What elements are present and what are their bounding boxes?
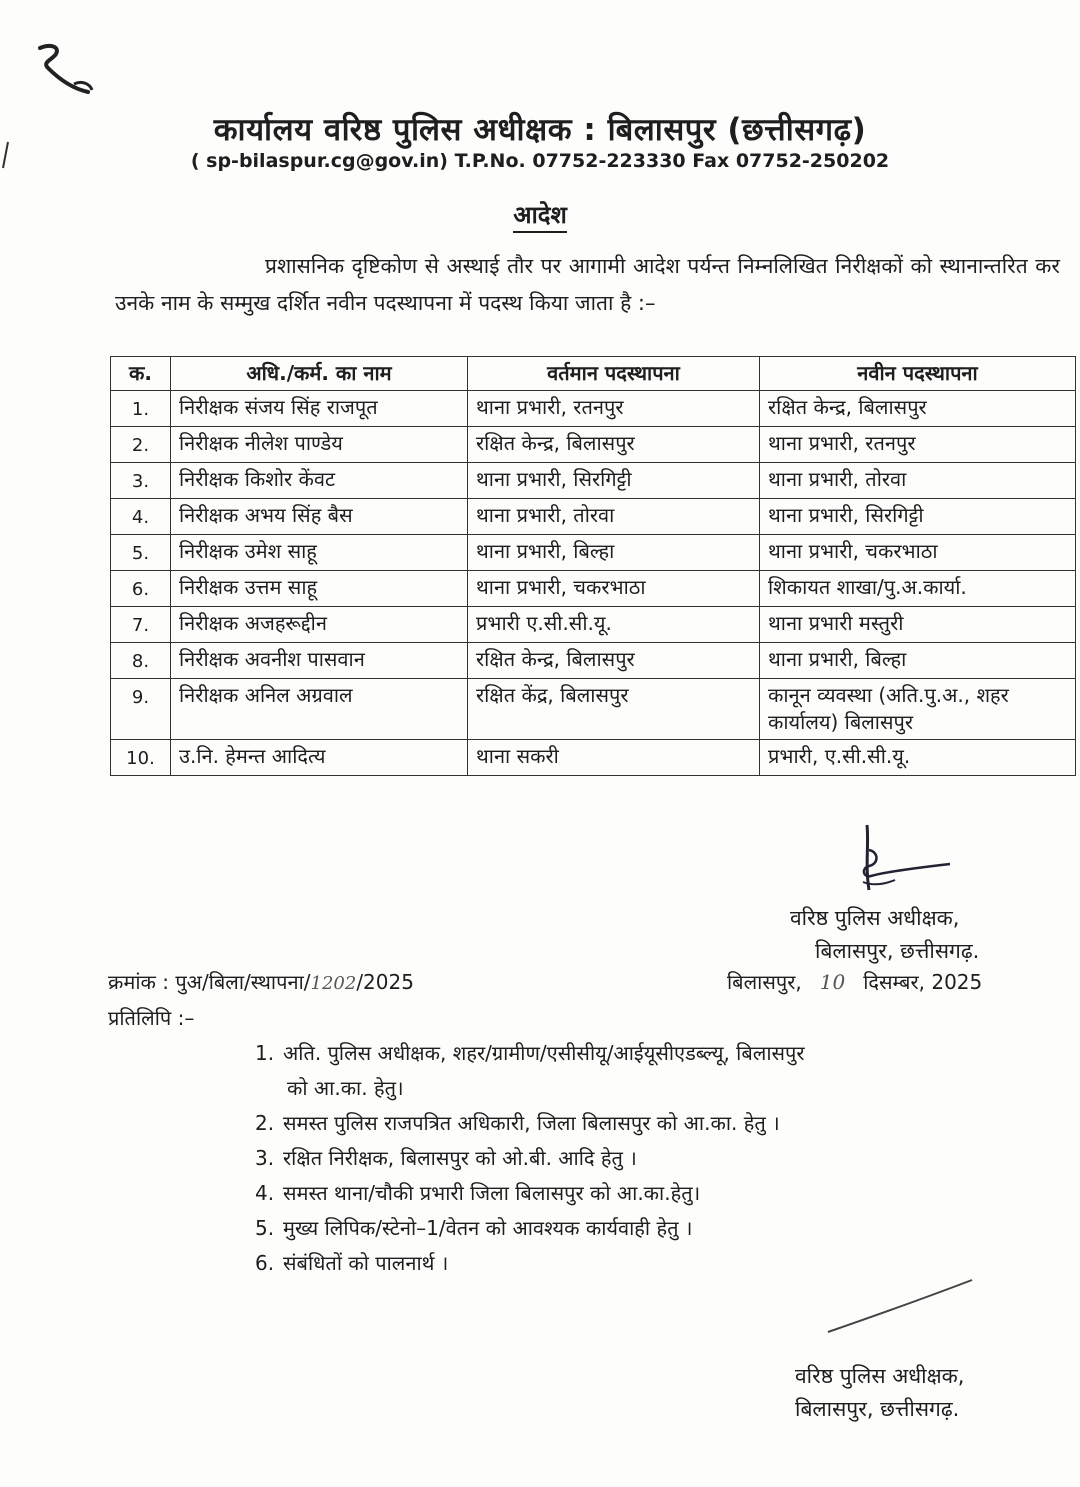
signature-mark xyxy=(845,820,955,910)
table-row xyxy=(111,643,1076,679)
table-row xyxy=(111,535,1076,571)
cell-current: थाना प्रभारी, बिल्हा xyxy=(468,535,760,571)
col-header-sn: क. xyxy=(111,357,171,391)
reference-date xyxy=(727,968,982,995)
cell-name: निरीक्षक अजहरूद्दीन xyxy=(171,607,468,643)
cell-sn: 10. xyxy=(111,740,171,776)
cell-current: थाना प्रभारी, रतनपुर xyxy=(468,391,760,427)
cell-name: निरीक्षक नीलेश पाण्डेय xyxy=(171,427,468,463)
cell-sn: 7. xyxy=(111,607,171,643)
signatory-location: बिलासपुर, छत्तीसगढ़. xyxy=(815,939,980,963)
signatory-top xyxy=(790,902,979,968)
cell-new: शिकायत शाखा/पु.अ.कार्या. xyxy=(760,571,1076,607)
list-item-text: मुख्य लिपिक/स्टेनो–1/वेतन को आवश्यक कार्यवाही हेतु । xyxy=(283,1216,693,1240)
cell-current: थाना प्रभारी, तोरवा xyxy=(468,499,760,535)
table-header-row xyxy=(111,357,1076,391)
cell-new: थाना प्रभारी, चकरभाठा xyxy=(760,535,1076,571)
cell-sn: 5. xyxy=(111,535,171,571)
table-row xyxy=(111,740,1076,776)
cell-current: प्रभारी ए.सी.सी.यू. xyxy=(468,607,760,643)
cell-sn: 2. xyxy=(111,427,171,463)
list-item-text: रक्षित निरीक्षक, बिलासपुर को ओ.बी. आदि हेतु । xyxy=(283,1146,637,1170)
list-item-number: 6. xyxy=(255,1251,275,1275)
cell-sn: 4. xyxy=(111,499,171,535)
date-day: 10 xyxy=(819,970,846,994)
cell-sn: 3. xyxy=(111,463,171,499)
list-item xyxy=(255,1106,1045,1141)
signatory-designation: वरिष्ठ पुलिस अधीक्षक, xyxy=(790,906,960,930)
order-heading-text: आदेश xyxy=(513,201,567,233)
cell-name: निरीक्षक किशोर केंवट xyxy=(171,463,468,499)
table-row xyxy=(111,679,1076,740)
office-title: कार्यालय वरिष्ठ पुलिस अधीक्षक : बिलासपुर (छत्तीसगढ़) xyxy=(213,112,867,148)
col-header-new: नवीन पदस्थापना xyxy=(760,357,1076,391)
handwritten-mark xyxy=(30,40,100,100)
list-item-continuation: को आ.का. हेतु। xyxy=(287,1076,404,1100)
list-item xyxy=(255,1176,1045,1211)
table-row xyxy=(111,391,1076,427)
list-item-text: संबंधितों को पालनार्थ । xyxy=(283,1251,449,1275)
cell-new: कानून व्यवस्था (अति.पु.अ., शहर कार्यालय) बिलासपुर xyxy=(760,679,1076,740)
cell-name: निरीक्षक अनिल अग्रवाल xyxy=(171,679,468,740)
reference-handwritten-number: 1202 xyxy=(310,973,357,994)
cell-name: निरीक्षक अवनीश पासवान xyxy=(171,643,468,679)
cell-current: थाना प्रभारी, चकरभाठा xyxy=(468,571,760,607)
list-item-number: 3. xyxy=(255,1146,275,1170)
table-row xyxy=(111,463,1076,499)
cell-new: थाना प्रभारी मस्तुरी xyxy=(760,607,1076,643)
list-item xyxy=(255,1211,1045,1246)
list-item-number: 2. xyxy=(255,1111,275,1135)
table-row xyxy=(111,571,1076,607)
cell-current: रक्षित केन्द्र, बिलासपुर xyxy=(468,643,760,679)
postings-table xyxy=(110,356,1076,776)
col-header-current: वर्तमान पदस्थापना xyxy=(468,357,760,391)
cell-new: थाना प्रभारी, रतनपुर xyxy=(760,427,1076,463)
signatory-bottom xyxy=(795,1360,964,1426)
list-item-number: 4. xyxy=(255,1181,275,1205)
list-item xyxy=(255,1141,1045,1176)
col-header-name: अधि./कर्म. का नाम xyxy=(171,357,468,391)
order-heading xyxy=(0,198,1080,231)
cell-sn: 6. xyxy=(111,571,171,607)
cell-new: थाना प्रभारी, सिरगिट्टी xyxy=(760,499,1076,535)
reference-number xyxy=(108,968,414,995)
signatory-location: बिलासपुर, छत्तीसगढ़. xyxy=(795,1397,960,1421)
list-item-number: 5. xyxy=(255,1216,275,1240)
cell-new: थाना प्रभारी, तोरवा xyxy=(760,463,1076,499)
signatory-designation: वरिष्ठ पुलिस अधीक्षक, xyxy=(795,1364,965,1388)
cell-new: प्रभारी, ए.सी.सी.यू. xyxy=(760,740,1076,776)
table-row xyxy=(111,499,1076,535)
list-item-number: 1. xyxy=(255,1041,275,1065)
cell-current: रक्षित केंद्र, बिलासपुर xyxy=(468,679,760,740)
cell-name: निरीक्षक उत्तम साहू xyxy=(171,571,468,607)
cell-new: रक्षित केन्द्र, बिलासपुर xyxy=(760,391,1076,427)
cell-sn: 1. xyxy=(111,391,171,427)
cell-current: थाना सकरी xyxy=(468,740,760,776)
date-place: बिलासपुर, xyxy=(727,970,802,994)
reference-year: /2025 xyxy=(356,970,414,994)
reference-prefix: क्रमांक : पुअ/बिला/स्थापना/ xyxy=(108,970,311,994)
cell-sn: 8. xyxy=(111,643,171,679)
cell-name: निरीक्षक संजय सिंह राजपूत xyxy=(171,391,468,427)
list-item-text: अति. पुलिस अधीक्षक, शहर/ग्रामीण/एसीसीयू/आईयूसीएडब्ल्यू, बिलासपुर xyxy=(283,1041,805,1065)
list-item xyxy=(255,1036,1045,1106)
table-row xyxy=(111,427,1076,463)
order-intro: प्रशासनिक दृष्टिकोण से अस्थाई तौर पर आगामी आदेश पर्यन्त निम्नलिखित निरीक्षकों को स्थानान्तरित कर उनके नाम के सम्मुख दर्शित नवीन पदस्थापना में पदस्थ किया जाता है :– xyxy=(115,254,1060,315)
cell-current: थाना प्रभारी, सिरगिट्टी xyxy=(468,463,760,499)
cell-name: निरीक्षक उमेश साहू xyxy=(171,535,468,571)
cell-sn: 9. xyxy=(111,679,171,740)
cell-name: उ.नि. हेमन्त आदित्य xyxy=(171,740,468,776)
cell-name: निरीक्षक अभय सिंह बैस xyxy=(171,499,468,535)
list-item-text: समस्त थाना/चौकी प्रभारी जिला बिलासपुर को आ.का.हेतु। xyxy=(283,1181,701,1205)
cell-new: थाना प्रभारी, बिल्हा xyxy=(760,643,1076,679)
office-contact: ( sp-bilaspur.cg@gov.in) T.P.No. 07752-223330 Fax 07752-250202 xyxy=(190,150,890,172)
signature-line xyxy=(820,1270,980,1340)
copy-list xyxy=(255,1036,1045,1281)
cell-current: रक्षित केन्द्र, बिलासपुर xyxy=(468,427,760,463)
list-item-text: समस्त पुलिस राजपत्रित अधिकारी, जिला बिलासपुर को आ.का. हेतु । xyxy=(283,1111,780,1135)
date-month-year: दिसम्बर, 2025 xyxy=(863,970,983,994)
table-row xyxy=(111,607,1076,643)
copy-label: प्रतिलिपि :– xyxy=(108,1006,195,1030)
